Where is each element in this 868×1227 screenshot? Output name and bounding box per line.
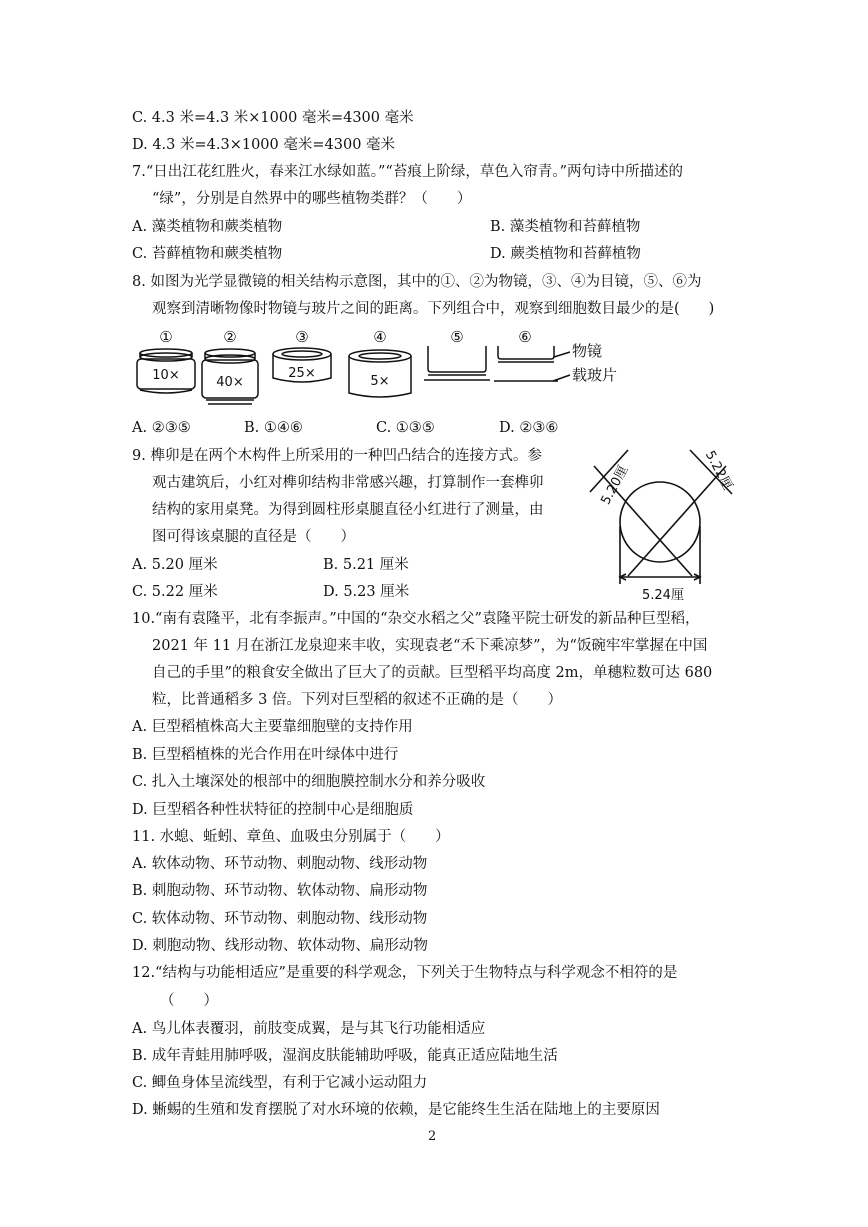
q10-stem-3: 自己的手里”的粮食安全做出了巨大了的贡献。巨型稻平均高度 2m，单穗粒数可达 680 bbox=[152, 665, 713, 681]
q11-stem: 11. 水螅、蚯蚓、章鱼、血吸虫分别属于（ ） bbox=[132, 829, 450, 845]
q9-option-a: A. 5.20 厘米 bbox=[132, 557, 218, 573]
lens-2-mag: 40× bbox=[216, 375, 244, 390]
q10-stem-1: 10.“南有袁隆平，北有李振声。”中国的“杂交水稻之父”袁隆平院士研发的新品种巨型稻， bbox=[132, 611, 700, 627]
fig8-label-1: ① bbox=[159, 328, 173, 346]
q11-option-d: D. 刺胞动物、线形动物、软体动物、扁形动物 bbox=[132, 938, 428, 954]
q12-option-a: A. 鸟儿体表覆羽，前肢变成翼，是与其飞行功能相适应 bbox=[132, 1021, 486, 1037]
q9-stem-1: 9. 榫卯是在两个木构件上所采用的一种凹凸结合的连接方式。参 bbox=[132, 448, 542, 464]
dim-left-label: 5.20厘 bbox=[598, 463, 632, 508]
q9-stem-2: 观古建筑后，小红对榫卯结构非常感兴趣，打算制作一套榫卯 bbox=[152, 475, 544, 491]
q10-stem-4: 粒，比普通稻多 3 倍。下列对巨型稻的叙述不正确的是（ ） bbox=[152, 692, 562, 708]
q8-stem-2: 观察到清晰物像时物镜与玻片之间的距离。下列组合中，观察到细胞数目最少的是( ) bbox=[152, 301, 715, 317]
dim-bottom-label: 5.24厘 bbox=[642, 588, 684, 602]
q8-stem-1: 8. 如图为光学显微镜的相关结构示意图，其中的①、②为物镜，③、④为目镜，⑤、⑥为 bbox=[132, 274, 702, 290]
q9-option-c: C. 5.22 厘米 bbox=[132, 584, 218, 600]
q7-option-c: C. 苔藓植物和蕨类植物 bbox=[132, 246, 283, 262]
q12-stem-1: 12.“结构与功能相适应”是重要的科学观念，下列关于生物特点与科学观念不相符的是 bbox=[132, 965, 678, 981]
q9-stem-3: 结构的家用桌凳。为得到圆柱形桌腿直径小红进行了测量，由 bbox=[152, 502, 544, 518]
distance-5-figure bbox=[424, 346, 490, 380]
dim-right-label: 5.22厘 bbox=[701, 448, 735, 493]
q8-option-c: C. ①③⑤ bbox=[376, 420, 435, 436]
tenon-diameter-figure bbox=[582, 444, 742, 602]
q7-option-a: A. 藻类植物和蕨类植物 bbox=[132, 219, 283, 235]
q10-stem-2: 2021 年 11 月在浙江龙泉迎来丰收，实现袁老“禾下乘凉梦”，为“饭碗牢牢掌握在中国 bbox=[152, 638, 708, 654]
q11-option-c: C. 软体动物、环节动物、刺胞动物、线形动物 bbox=[132, 911, 428, 927]
objective-label: 物镜 bbox=[572, 342, 603, 360]
q9-option-d: D. 5.23 厘米 bbox=[323, 584, 410, 600]
q7-stem-2: “绿”，分别是自然界中的哪些植物类群？（ ） bbox=[152, 191, 472, 207]
distance-6-figure bbox=[494, 346, 570, 381]
fig8-label-5: ⑤ bbox=[450, 328, 464, 346]
lens-4-mag: 5× bbox=[370, 374, 390, 389]
microscope-figure bbox=[128, 326, 648, 414]
q10-option-a: A. 巨型稻植株高大主要靠细胞壁的支持作用 bbox=[132, 719, 413, 735]
q7-option-d: D. 蕨类植物和苔藓植物 bbox=[490, 246, 641, 262]
q11-option-a: A. 软体动物、环节动物、刺胞动物、线形动物 bbox=[132, 856, 428, 872]
q7-option-b: B. 藻类植物和苔藓植物 bbox=[490, 219, 641, 235]
q9-stem-4: 图可得该桌腿的直径是（ ） bbox=[152, 529, 355, 545]
page-number: 2 bbox=[428, 1129, 437, 1144]
q8-option-b: B. ①④⑥ bbox=[244, 420, 303, 436]
q10-option-c: C. 扎入土壤深处的根部中的细胞膜控制水分和养分吸收 bbox=[132, 774, 486, 790]
q12-option-b: B. 成年青蛙用肺呼吸，湿润皮肤能辅助呼吸，能真正适应陆地生活 bbox=[132, 1048, 558, 1064]
slide-label: 载玻片 bbox=[572, 366, 618, 384]
q8-option-d: D. ②③⑥ bbox=[499, 420, 559, 436]
q10-option-d: D. 巨型稻各种性状特征的控制中心是细胞质 bbox=[132, 802, 414, 818]
q12-option-c: C. 鲫鱼身体呈流线型，有利于它减小运动阻力 bbox=[132, 1075, 428, 1091]
q11-option-b: B. 刺胞动物、环节动物、软体动物、扁形动物 bbox=[132, 883, 428, 899]
fig8-label-6: ⑥ bbox=[518, 328, 532, 346]
fig8-label-4: ④ bbox=[373, 328, 387, 346]
q7-stem-1: 7.“日出江花红胜火，春来江水绿如蓝。”“苔痕上阶绿，草色入帘青。”两句诗中所描述的 bbox=[132, 164, 683, 180]
fig8-label-3: ③ bbox=[295, 328, 309, 346]
q12-stem-2: （ ） bbox=[160, 993, 218, 1009]
lens-1-mag: 10× bbox=[152, 368, 180, 383]
lens-3-mag: 25× bbox=[288, 366, 316, 381]
q12-option-d: D. 蜥蜴的生殖和发育摆脱了对水环境的依赖，是它能终生生活在陆地上的主要原因 bbox=[132, 1102, 660, 1118]
line-d: D. 4.3 米=4.3×1000 毫米=4300 毫米 bbox=[132, 137, 396, 153]
q8-option-a: A. ②③⑤ bbox=[132, 420, 191, 436]
fig8-label-2: ② bbox=[223, 328, 237, 346]
q9-option-b: B. 5.21 厘米 bbox=[323, 557, 409, 573]
q10-option-b: B. 巨型稻植株的光合作用在叶绿体中进行 bbox=[132, 747, 399, 763]
line-c: C. 4.3 米=4.3 米×1000 毫米=4300 毫米 bbox=[132, 110, 414, 126]
